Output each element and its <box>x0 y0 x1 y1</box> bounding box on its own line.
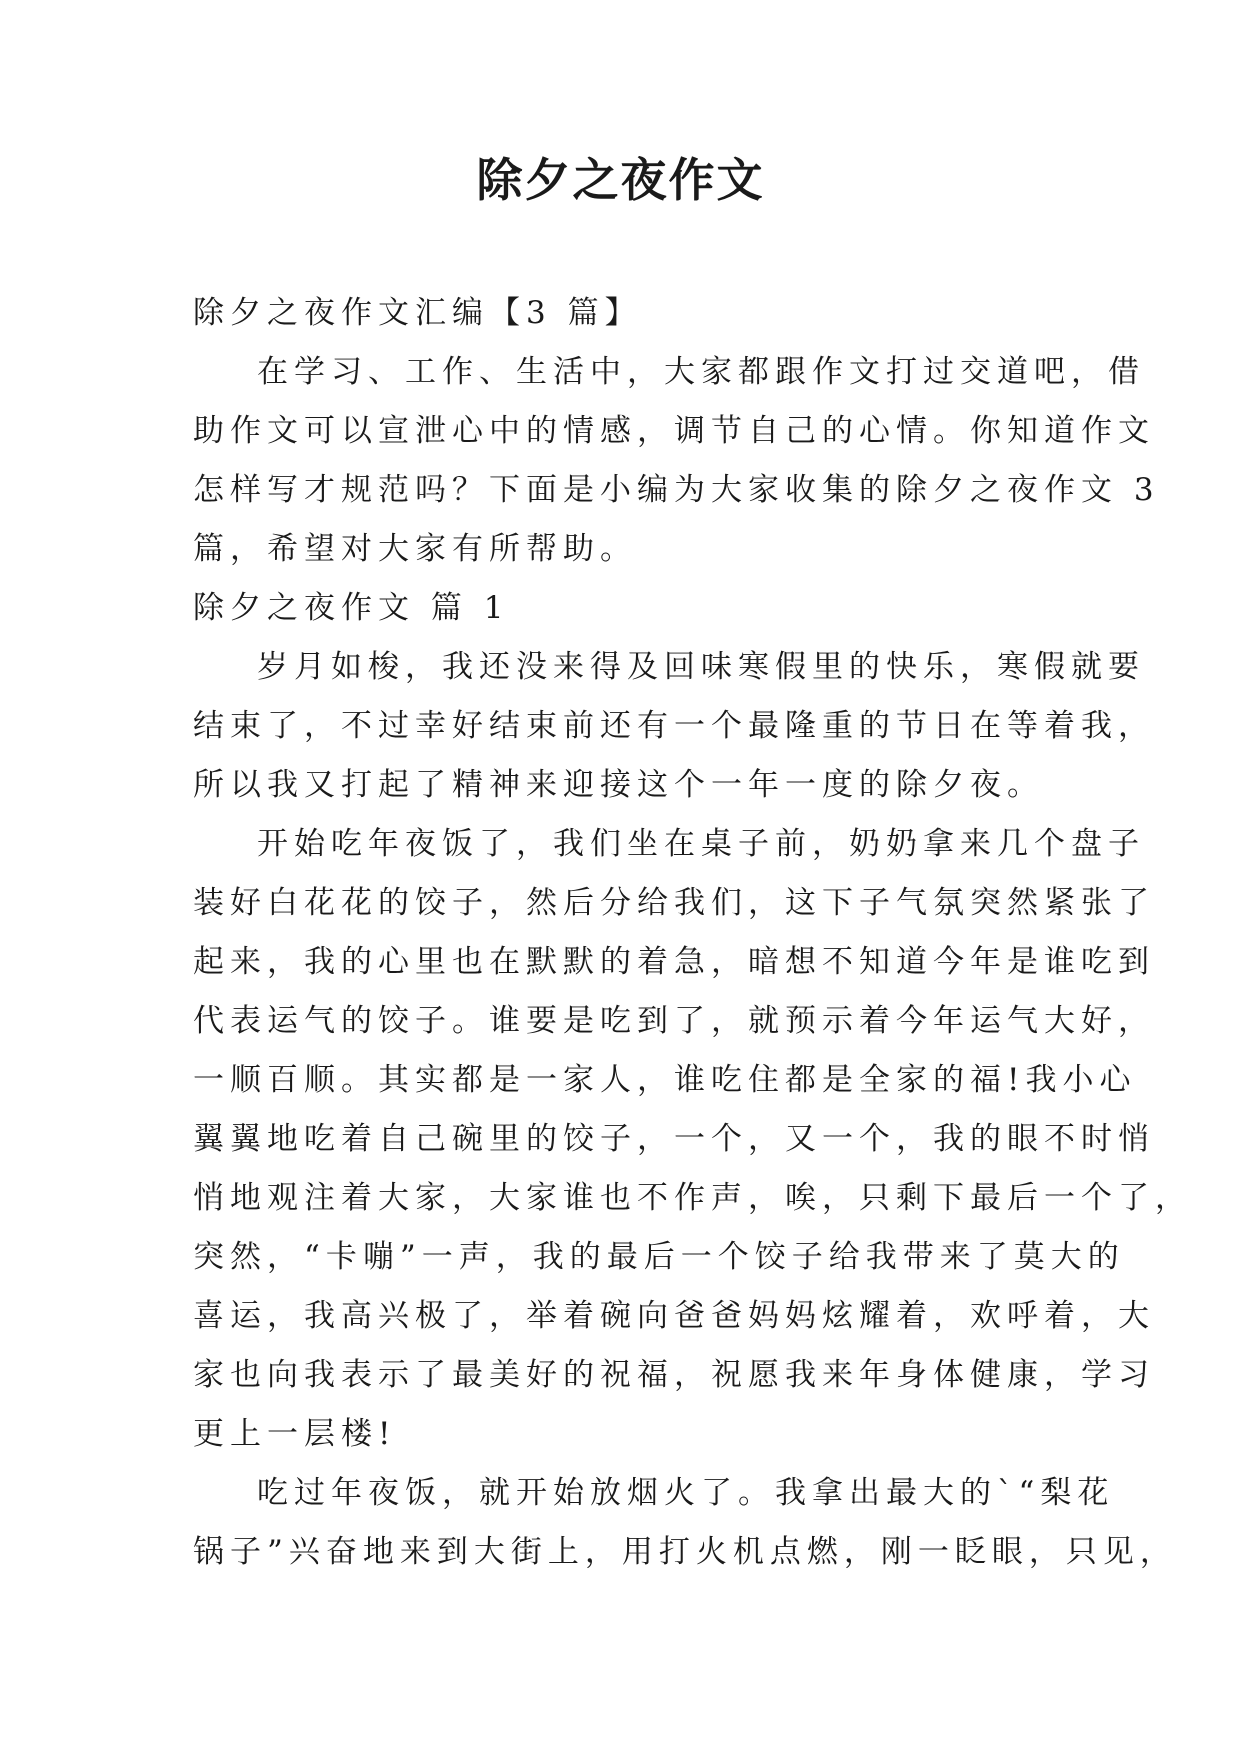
intro-paragraph <box>193 343 1160 579</box>
paragraph-line: 更上一层楼! <box>193 1416 397 1452</box>
intro-line: 怎样写才规范吗？下面是小编为大家收集的除夕之夜作文 3 <box>193 472 1160 508</box>
paragraph-line: 一顺百顺。其实都是一家人，谁吃住都是全家的福!我小心 <box>193 1062 1137 1098</box>
paragraph-line: 结束了，不过幸好结束前还有一个最隆重的节日在等着我， <box>193 708 1155 744</box>
document-body <box>193 284 1192 1582</box>
intro-line: 在学习、工作、生活中，大家都跟作文打过交道吧，借 <box>257 354 1145 390</box>
paragraph-line: 喜运，我高兴极了，举着碗向爸爸妈妈炫耀着，欢呼着，大 <box>193 1298 1155 1334</box>
intro-line: 助作文可以宣泄心中的情感，调节自己的心情。你知道作文 <box>193 413 1155 449</box>
paragraph-line: 岁月如梭，我还没来得及回味寒假里的快乐，寒假就要 <box>257 649 1145 685</box>
paragraph-line: 起来，我的心里也在默默的着急，暗想不知道今年是谁吃到 <box>193 944 1155 980</box>
paragraph-3 <box>193 1464 1177 1582</box>
document-title: 除夕之夜作文 <box>476 153 765 207</box>
paragraph-line: 代表运气的饺子。谁要是吃到了，就预示着今年运气大好， <box>193 1003 1155 1039</box>
paragraph-2 <box>193 815 1192 1464</box>
paragraph-line: 翼翼地吃着自己碗里的饺子，一个，又一个，我的眼不时悄 <box>193 1121 1155 1157</box>
paragraph-line: 悄地观注着大家，大家谁也不作声，唉，只剩下最后一个了， <box>193 1180 1192 1216</box>
paragraph-line: 突然，“卡嘣”一声，我的最后一个饺子给我带来了莫大的 <box>193 1239 1125 1275</box>
section-heading: 除夕之夜作文 篇 1 <box>193 590 510 626</box>
paragraph-line: 家也向我表示了最美好的祝福，祝愿我来年身体健康，学习 <box>193 1357 1155 1393</box>
paragraph-line: 开始吃年夜饭了，我们坐在桌子前，奶奶拿来几个盘子 <box>257 826 1145 862</box>
intro-line: 篇，希望对大家有所帮助。 <box>193 531 637 567</box>
document-subtitle: 除夕之夜作文汇编【3 篇】 <box>193 295 642 331</box>
paragraph-line: 装好白花花的饺子，然后分给我们，这下子气氛突然紧张了 <box>193 885 1155 921</box>
paragraph-line: 锅子”兴奋地来到大街上，用打火机点燃，刚一眨眼，只见， <box>193 1534 1177 1570</box>
paragraph-line: 吃过年夜饭，就开始放烟火了。我拿出最大的`“梨花 <box>257 1475 1115 1511</box>
paragraph-line: 所以我又打起了精神来迎接这个一年一度的除夕夜。 <box>193 767 1044 803</box>
paragraph-1 <box>193 638 1155 815</box>
